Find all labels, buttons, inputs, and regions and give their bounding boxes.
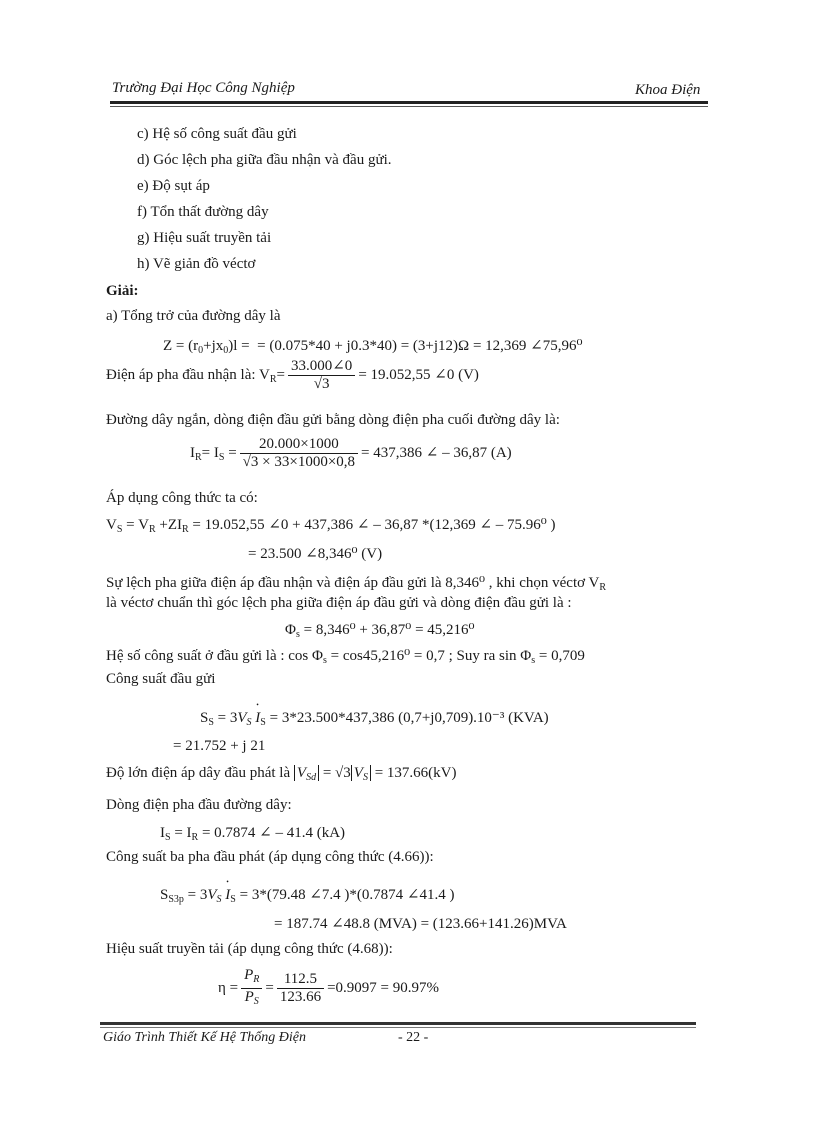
equation-is: $I_S = I_R = 0.7874$ ∠ – 41.4 (kA) [160,825,346,843]
list-item: h) Vẽ giản đồ véctơ [137,256,256,272]
equation-phis: $\Phi_s = 8,346^0 + 36,87^0 = 45,216^0$ [285,622,475,640]
pf-label: Hệ số công suất ở đầu gửi là : cos Φ [106,648,323,664]
pf-rest: = cos45,216⁰ = 0,7 ; Suy ra sin Φ [330,648,532,664]
ir-numerator: 20.000×1000 [240,436,358,454]
text-line: Đường dây ngắn, dòng điện đầu gửi bằng dòng điện pha cuối đường dây là: [106,412,560,428]
solution-heading: Giải: [106,283,139,299]
header-rule [110,101,708,104]
eff-result: =0.9097 = 90.97% [327,979,439,996]
text-line: Áp dụng công thức ta có: [106,490,258,506]
s3-expression: = 3*(79.48 ∠7.4 )*(0.7874 ∠41.4 ) [239,887,455,903]
equation-z: $Z = (r_0+jx_0)l$ = = (0.075*40 + j0.3*40) = (3+j12)Ω = 12,369 ∠75,96⁰ [163,338,583,356]
vd-result: = 137.66(kV) [374,765,457,781]
header-department: Khoa Điện [635,82,701,98]
equation-vr: Điện áp pha đầu nhận là: $V_R=$ $\frac{33.000\angle 0}{√3}$ = 19.052,55 ∠0 (V) [106,358,479,392]
text-line: a) Tổng trở của đường dây là [106,308,281,324]
header-rule-thin [110,106,708,107]
equation-efficiency: η = $\frac{P_R}{P_S}$ = $\frac{112.5}{123.66}$ =0.9097 = 90.97% [218,967,439,1010]
footer-rule [100,1022,696,1025]
text-line: Công suất ba pha đầu phát (áp dụng công thức (4.66)): [106,849,434,865]
ir-denominator: √3 × 33×1000×0,8 [242,454,356,470]
list-item: f) Tổn thất đường dây [137,204,269,220]
vd-label: Độ lớn điện áp dây đầu phát là [106,765,291,781]
ss-expression: = 3*23.500*437,386 (0,7+j0,709).10⁻³ (KVA) [269,710,549,726]
footer-rule-thin [100,1027,696,1028]
vs-result: = 23.500 ∠8,346⁰ (V) [248,546,383,562]
phis-value: = 8,346⁰ + 36,87⁰ = 45,216⁰ [303,622,475,638]
eff-numerator: 112.5 [277,971,324,989]
eff-fraction [277,971,324,1006]
vr-result: = 19.052,55 ∠0 (V) [358,366,479,383]
header-school: Trường Đại Học Công Nghiệp [112,80,295,96]
equation-s3p: $S_{S3p} = 3V_S$ • $I_S = 3*(79.48$ ∠7.4 )*(0.7874 ∠41.4 ) [160,885,454,905]
power-factor-line: Hệ số công suất ở đầu gửi là : $\cos \Phi_s = \cos 45,216^0 = 0,7$ ; Suy ra $\sin \Phi_s = 0,709$ [106,648,585,666]
list-item: d) Góc lệch pha giữa đầu nhận và đầu gửi. [137,152,392,168]
equation-z-value: = (0.075*40 + j0.3*40) = (3+j12)Ω = 12,369 ∠75,96⁰ [257,338,583,354]
page-number: - 22 - [398,1030,429,1045]
eff-frac-symbols: $\frac{P_R}{P_S}$ [241,967,262,1010]
text-line: Hiệu suất truyền tải (áp dụng công thức (4.68)): [106,941,393,957]
footer-title: Giáo Trình Thiết Kế Hệ Thống Điện [103,1030,307,1045]
vr-fraction [288,358,355,393]
equation-vs: $V_S = V_R +ZI_R = 19.052,55$ ∠0 + 437,386 ∠ – 36,87 *(12,369 ∠ – 75.96⁰ ) [106,517,556,535]
equation-ir: $I_R= I_S$ = $\frac{20.000\times 1000}{√3 \times 33\times 1000\times 0,8}$ = 437,386 ∠ – 36,87 (A) [190,436,512,470]
list-item: c) Hệ số công suất đầu gửi [137,126,297,142]
vr-denominator: √3 [313,376,330,392]
ir-result: = 437,386 ∠ – 36,87 (A) [361,444,512,461]
ss-result: = 21.752 + j 21 [173,738,266,754]
text-line: Sự lệch pha giữa điện áp đầu nhận và điện áp đầu gửi là 8,346⁰ , khi chọn véctơ $V_R$ [106,575,607,593]
pf-end: = 0,709 [538,648,585,664]
vr-numerator: 33.000∠0 [288,358,355,376]
line-voltage: Độ lớn điện áp dây đầu phát là $V_{Sd} = √3$ $V_S = 137.66(kV)$ [106,765,457,783]
phase-text-1: Sự lệch pha giữa điện áp đầu nhận và điện áp đầu gửi là 8,346⁰ , khi chọn véctơ V [106,575,600,591]
ir-fraction [240,436,358,471]
is-value: = 0.7874 ∠ – 41.4 (kA) [201,825,346,841]
list-item: e) Độ sụt áp [137,178,210,194]
text-line: Dòng điện pha đầu đường dây: [106,797,292,813]
text-line: Công suất đầu gửi [106,671,216,687]
list-item: g) Hiệu suất truyền tải [137,230,272,246]
vr-label: Điện áp pha đầu nhận là: V [106,366,270,383]
vs-expression: = 19.052,55 ∠0 + 437,386 ∠ – 36,87 *(12,369 ∠ – 75.96⁰ ) [192,517,556,533]
s3-result: = 187.74 ∠48.8 (MVA) = (123.66+141.26)MVA [274,916,567,932]
eff-denominator: 123.66 [279,989,322,1005]
equation-ss: $S_S = 3V_S$ • $I_S = 3*23.500*437,386$ (0,7+j0,709).10⁻³ (KVA) [200,708,549,728]
text-line: là véctơ chuẩn thì góc lệch pha giữa điện áp đầu gửi và dòng điện đầu gửi là : [106,595,572,611]
